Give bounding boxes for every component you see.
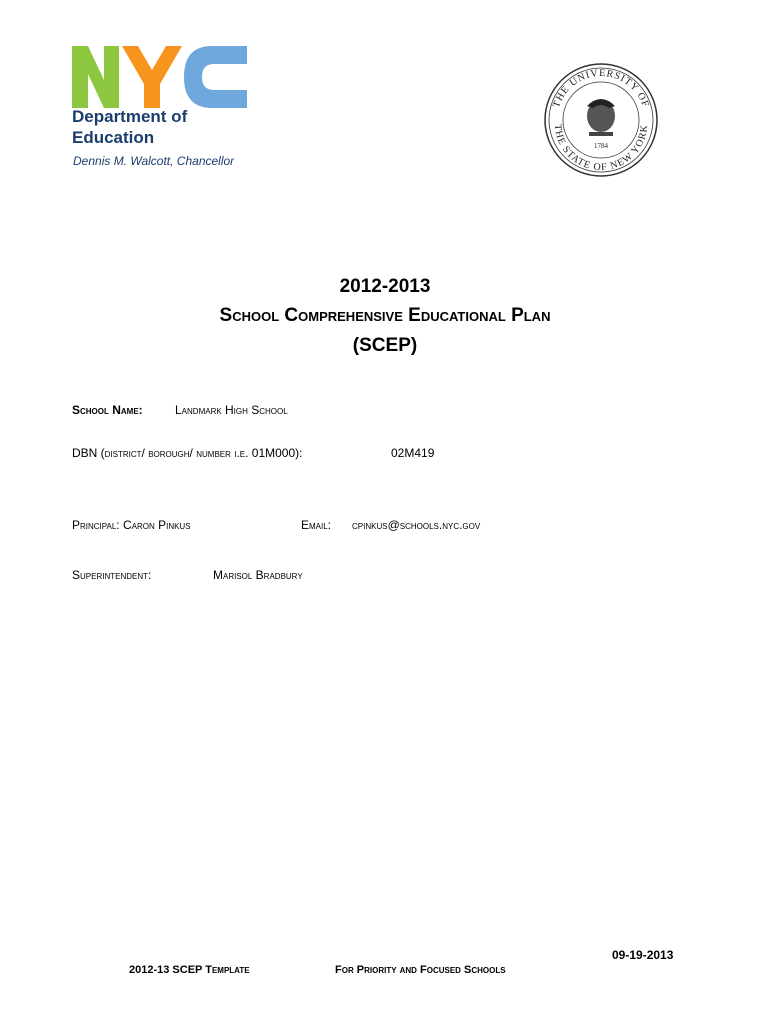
nyc-logo-y	[122, 46, 182, 108]
department-name	[72, 106, 187, 148]
chancellor-name: Dennis M. Walcott, Chancellor	[73, 154, 235, 168]
department-line1: Department of	[72, 107, 188, 126]
seal-text-bottom: THE STATE OF NEW YORK	[551, 123, 651, 174]
plan-title: School Comprehensive Educational Plan	[219, 305, 551, 326]
email-value: cpinkus@schools.nyc.gov	[352, 518, 481, 532]
nyc-logo	[72, 46, 247, 108]
seal-text-top: THE UNIVERSITY OF	[550, 67, 652, 110]
superintendent-label: Superintendent:	[72, 568, 152, 582]
state-seal-icon	[543, 62, 659, 178]
plan-abbreviation: (SCEP)	[352, 335, 418, 356]
nyc-logo-n	[72, 46, 119, 108]
superintendent-value: Marisol Bradbury	[213, 568, 303, 582]
footer-date: 09-19-2013	[612, 948, 674, 962]
department-line2: Education	[72, 128, 155, 147]
email-label: Email:	[301, 518, 332, 532]
footer-template: 2012-13 SCEP Template	[129, 964, 250, 976]
plan-year: 2012-2013	[339, 276, 431, 297]
seal-year: 1784	[594, 142, 608, 150]
footer-schools: For Priority and Focused Schools	[335, 964, 506, 976]
nyc-logo-c	[184, 46, 247, 108]
school-name-label: School Name:	[72, 403, 143, 417]
dbn-value: 02M419	[391, 446, 435, 460]
school-name-value: Landmark High School	[175, 403, 288, 417]
dbn-label: DBN (district/ borough/ number i.e. 01M000):	[72, 446, 303, 460]
principal-field: Principal: Caron Pinkus	[72, 518, 191, 532]
